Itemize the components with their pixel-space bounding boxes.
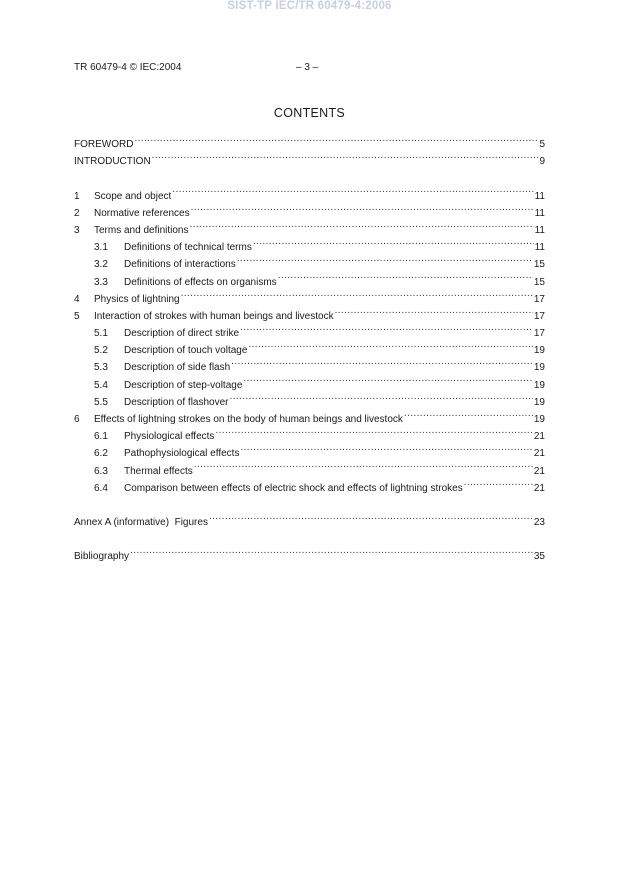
- toc-entry-title: Physics of lightning: [94, 293, 180, 305]
- toc-entry-number: 4: [74, 293, 80, 305]
- toc-entry-title: INTRODUCTION: [74, 156, 151, 168]
- toc-entry-page: 19: [533, 362, 545, 374]
- toc-entry-page: 11: [534, 207, 545, 219]
- toc-dot-leader: [243, 370, 532, 387]
- toc-entry-title: Definitions of effects on organisms: [124, 276, 277, 288]
- toc-entry-page: 21: [533, 465, 545, 477]
- toc-entry-number: 5.1: [94, 328, 108, 340]
- toc-entry-title: Scope and object: [94, 190, 172, 202]
- toc-dot-leader: [172, 181, 533, 198]
- toc-entry-title: Description of side flash: [124, 362, 231, 374]
- toc-entry-number: 5.3: [94, 362, 108, 374]
- toc-entry-number: 2: [74, 207, 80, 219]
- toc-dot-leader: [130, 542, 533, 559]
- toc-entry-number: 6: [74, 414, 80, 425]
- toc-entry-page: 5: [539, 139, 545, 151]
- toc-dot-leader: [404, 405, 533, 422]
- toc-entry-title: Description of direct strike: [124, 328, 240, 340]
- toc-entry-page: 9: [539, 156, 545, 168]
- toc-entry-number: 6.1: [94, 431, 108, 443]
- toc-entry-title: Bibliography: [74, 551, 130, 563]
- toc-dot-leader: [253, 233, 534, 250]
- toc-entry-title: Definitions of technical terms: [124, 242, 252, 254]
- toc-dot-leader: [181, 285, 533, 302]
- toc-entry-number: 5.4: [94, 379, 108, 391]
- toc-entry-introduction[interactable]: [74, 147, 545, 168]
- toc-entry-annex-a[interactable]: [74, 508, 545, 528]
- toc-entry-page: 11: [534, 190, 545, 202]
- toc-entry-number: 5: [74, 310, 80, 322]
- toc-dot-leader: [215, 422, 532, 439]
- toc-entry-number: 5.5: [94, 396, 108, 408]
- toc-entry-number: 3.3: [94, 276, 108, 288]
- toc-entry-page: 21: [533, 448, 545, 460]
- toc-entry-page: 19: [533, 396, 545, 408]
- toc-entry-number: 3: [74, 224, 80, 236]
- toc-entry-number: 1: [74, 190, 80, 202]
- toc-entry-number: 6.4: [94, 482, 108, 494]
- toc-entry-page: 35: [533, 551, 545, 563]
- toc-entry-page: 11: [534, 224, 545, 236]
- toc-entry-title: Thermal effects: [124, 465, 193, 477]
- toc-dot-leader: [152, 147, 539, 164]
- toc-entry-title: Definitions of interactions: [124, 259, 236, 271]
- toc-entry-page: 15: [533, 276, 545, 288]
- toc-entry-page: 17: [533, 310, 545, 322]
- toc-entry-title: Interaction of strokes with human beings and livestock: [94, 310, 334, 322]
- toc-dot-leader: [190, 216, 534, 233]
- toc-dot-leader: [464, 474, 533, 491]
- toc-entry-title: Pathophysiological effects: [124, 448, 240, 460]
- toc-entry-number: 6.2: [94, 448, 108, 460]
- toc-entry-foreword[interactable]: [74, 130, 545, 151]
- toc-entry-page: 19: [533, 379, 545, 391]
- toc-dot-leader: [231, 353, 533, 370]
- toc-entry-title: Normative references: [94, 207, 190, 219]
- toc-entry-page: 21: [533, 431, 545, 443]
- header-document-id: TR 60479-4 © IEC:2004: [74, 62, 182, 73]
- watermark: SIST-TP IEC/TR 60479-4:2006: [227, 0, 392, 12]
- toc-entry-page: 19: [533, 345, 545, 357]
- toc-entry-number: 6.3: [94, 465, 108, 477]
- toc-dot-leader: [237, 250, 533, 267]
- toc-entry-title: Description of touch voltage: [124, 345, 248, 357]
- toc-entry-page: 17: [533, 293, 545, 305]
- toc-entry-page: 15: [533, 259, 545, 271]
- toc-entry-title: Comparison between effects of electric shock and effects of lightning strokes: [124, 482, 463, 494]
- toc-entry-page: 19: [533, 414, 545, 425]
- toc-dot-leader: [248, 336, 532, 353]
- toc-entry-number: 3.2: [94, 259, 108, 271]
- toc-dot-leader: [194, 456, 533, 473]
- header-page-number: – 3 –: [296, 62, 319, 73]
- toc-dot-leader: [335, 302, 533, 319]
- toc-entry-title: Description of flashover: [124, 396, 229, 408]
- toc-dot-leader: [278, 267, 533, 284]
- toc-entry-title: Effects of lightning strokes on the body of human beings and livestock: [94, 414, 403, 425]
- toc-entry-page: 21: [533, 482, 545, 494]
- toc-entry-title: Annex A (informative) Figures: [74, 516, 208, 528]
- toc-dot-leader: [240, 319, 533, 336]
- contents-title: CONTENTS: [273, 106, 346, 120]
- toc-dot-leader: [191, 199, 534, 216]
- toc-dot-leader: [209, 508, 533, 525]
- toc-entry-title: Terms and definitions: [94, 224, 189, 236]
- toc-entry-title: Description of step-voltage: [124, 379, 243, 391]
- toc-entry-number: 3.1: [94, 242, 108, 254]
- toc-entry-page: 11: [534, 242, 545, 254]
- toc-entry-page: 23: [533, 516, 545, 528]
- table-of-contents: [74, 130, 545, 563]
- toc-entry-1[interactable]: [74, 181, 545, 202]
- toc-entry-bibliography[interactable]: [74, 542, 545, 563]
- toc-entry-title: FOREWORD: [74, 139, 134, 151]
- toc-entry-title: Physiological effects: [124, 431, 215, 443]
- toc-dot-leader: [230, 388, 533, 405]
- toc-dot-leader: [240, 439, 532, 456]
- toc-entry-number: 5.2: [94, 345, 108, 357]
- toc-dot-leader: [134, 130, 538, 147]
- toc-entry-page: 17: [533, 328, 545, 340]
